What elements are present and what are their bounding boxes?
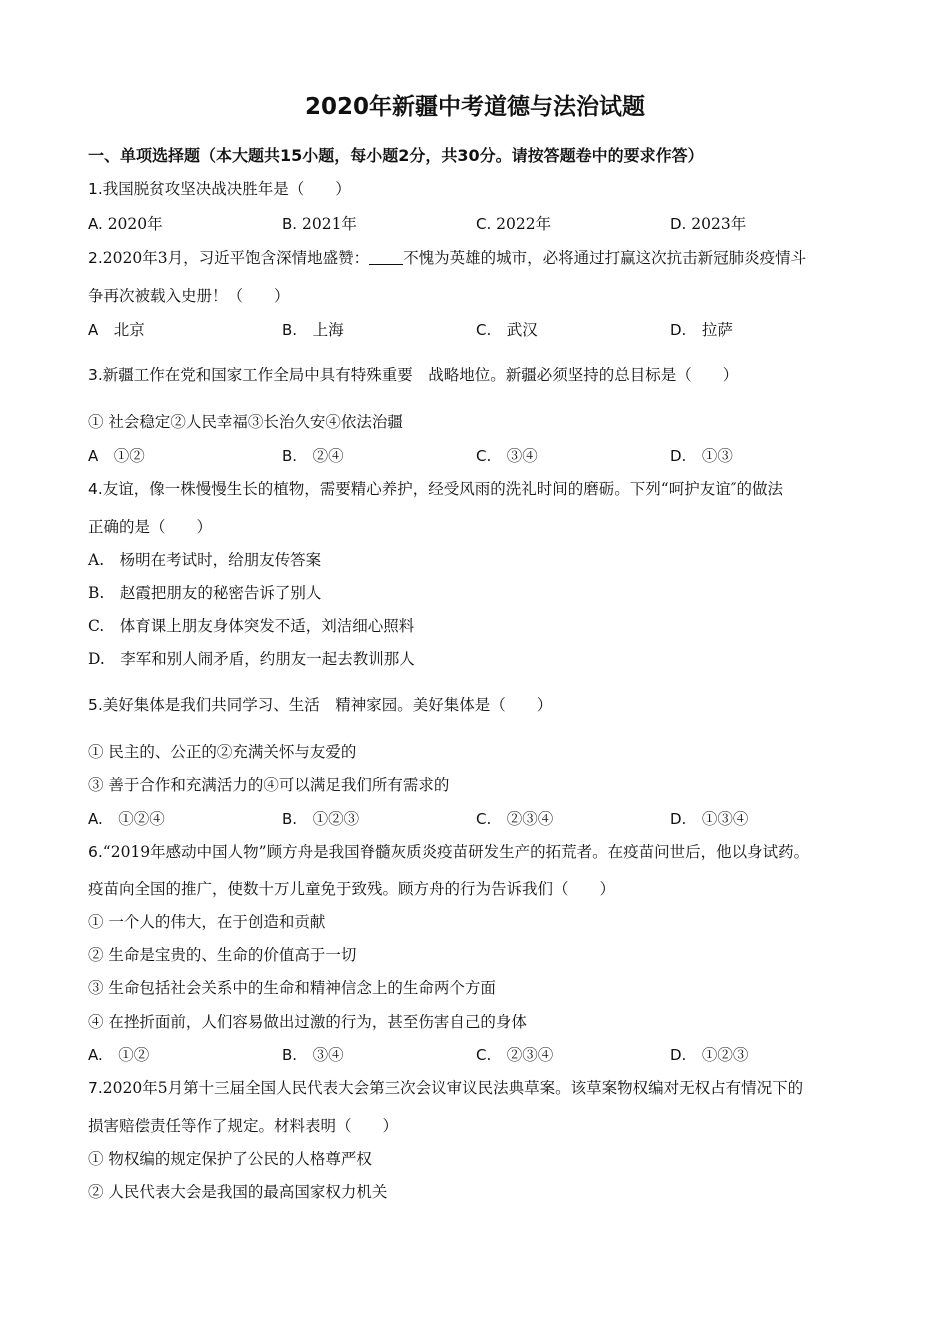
option-c: C. ②③④ — [476, 810, 554, 828]
option-a: A. ①② — [88, 1046, 150, 1064]
option-a: A. ①②④ — [88, 810, 165, 828]
question-stem: 我国脱贫攻坚决战决胜年是（ ） — [102, 180, 351, 198]
option-b: B. 2021年 — [282, 215, 357, 233]
option-b: B. 上海 — [282, 321, 344, 339]
option-b: B. ③④ — [282, 1046, 344, 1064]
option-a: A 北京 — [88, 321, 145, 339]
statement-4: ④ 在挫折面前，人们容易做出过激的行为，甚至伤害自己的身体 — [88, 1013, 527, 1031]
question-7 — [88, 1076, 803, 1098]
question-1 — [88, 177, 351, 199]
question-4-line2: 正确的是（ ） — [88, 518, 213, 536]
statement-3: ③ 生命包括社会关系中的生命和精神信念上的生命两个方面 — [88, 979, 496, 997]
option-d: D. 李军和别人闹矛盾，约朋友一起去教训那人 — [88, 650, 415, 668]
question-stem: “2019年感动中国人物”顾方舟是我国脊髓灰质炎疫苗研发生产的拓荒者。在疫苗问世后，他以身试药。 — [102, 843, 810, 861]
option-c: C. 2022年 — [476, 215, 552, 233]
question-number: 5. — [88, 696, 103, 714]
option-d: D. 拉萨 — [670, 321, 733, 339]
question-5-statements-1: ① 民主的、公正的②充满关怀与友爱的 — [88, 743, 357, 761]
option-b: B. ②④ — [282, 447, 344, 465]
option-c: C. ③④ — [476, 447, 538, 465]
statement-1: ① 一个人的伟大，在于创造和贡献 — [88, 913, 326, 931]
question-number: 7. — [88, 1079, 103, 1097]
question-4 — [88, 477, 783, 499]
question-stem-part2: 不愧为英雄的城市，必将通过打赢这次抗击新冠肺炎疫情斗 — [403, 249, 807, 267]
question-number: 1. — [88, 180, 103, 198]
question-stem: 2020年5月第十三届全国人民代表大会第三次会议审议民法典草案。该草案物权编对无权占有情况下的 — [102, 1079, 804, 1097]
question-stem-part1: 2020年3月，习近平饱含深情地盛赞： — [102, 249, 370, 267]
question-5 — [88, 693, 552, 715]
question-number: 3. — [88, 366, 103, 384]
question-5-statements-2: ③ 善于合作和充满活力的④可以满足我们所有需求的 — [88, 776, 450, 794]
question-7-line2: 损害赔偿责任等作了规定。材料表明（ ） — [88, 1117, 399, 1135]
option-a: A. 杨明在考试时，给朋友传答案 — [88, 551, 322, 569]
option-d: D. ①②③ — [670, 1046, 749, 1064]
section-heading: 一、单项选择题（本大题共15小题，每小题2分，共30分。请按答题卷中的要求作答） — [88, 146, 704, 165]
question-2-line2: 争再次被载入史册！（ ） — [88, 287, 290, 305]
question-stem: 美好集体是我们共同学习、生活 精神家园。美好集体是（ ） — [102, 696, 553, 714]
option-d: D. 2023年 — [670, 215, 747, 233]
question-6-line2: 疫苗向全国的推广，使数十万儿童免于致残。顾方舟的行为告诉我们（ ） — [88, 880, 616, 898]
question-stem: 友谊，像一株慢慢生长的植物，需要精心养护，经受风雨的洗礼时间的磨砺。下列“呵护友谊″的做法 — [102, 480, 784, 498]
question-2 — [88, 246, 806, 268]
option-b: B. 赵霞把朋友的秘密告诉了别人 — [88, 584, 322, 602]
option-c: C. 武汉 — [476, 321, 538, 339]
question-number: 2. — [88, 249, 103, 267]
option-c: C. ②③④ — [476, 1046, 554, 1064]
statement-2: ② 人民代表大会是我国的最高国家权力机关 — [88, 1183, 388, 1201]
option-c: C. 体育课上朋友身体突发不适，刘洁细心照料 — [88, 617, 415, 635]
question-6 — [88, 840, 809, 862]
statement-1: ① 物权编的规定保护了公民的人格尊严权 — [88, 1150, 372, 1168]
option-a: A ①② — [88, 447, 145, 465]
question-stem: 新疆工作在党和国家工作全局中具有特殊重要 战略地位。新疆必须坚持的总目标是（ ） — [102, 366, 739, 384]
question-3-statements: ① 社会稳定②人民幸福③长治久安④依法治疆 — [88, 413, 403, 431]
option-a: A. 2020年 — [88, 215, 163, 233]
page-title: 2020年新疆中考道德与法治试题 — [304, 94, 645, 120]
question-3 — [88, 363, 738, 385]
question-number: 4. — [88, 480, 103, 498]
option-d: D. ①③ — [670, 447, 733, 465]
question-number: 6. — [88, 843, 103, 861]
option-d: D. ①③④ — [670, 810, 749, 828]
statement-2: ② 生命是宝贵的、生命的价值高于一切 — [88, 946, 357, 964]
answer-blank — [369, 250, 403, 265]
option-b: B. ①②③ — [282, 810, 360, 828]
